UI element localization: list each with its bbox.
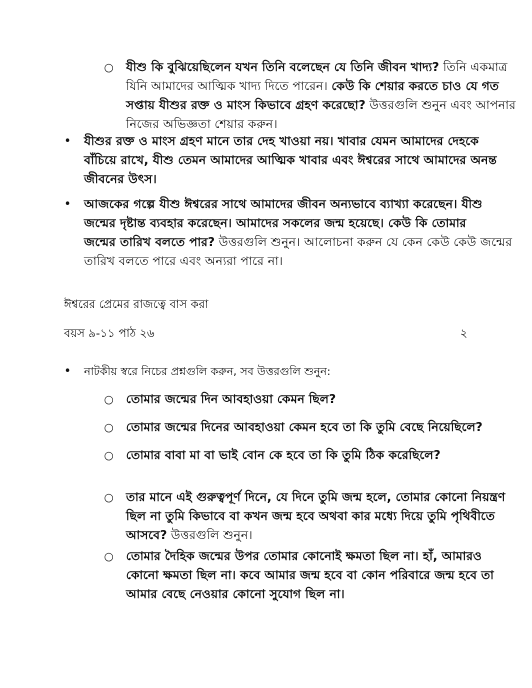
sub-bullet-circle: ○: [104, 421, 114, 434]
paragraph-physical-birth: [126, 547, 522, 604]
text-normal: উত্তরগুলি শুনুন এবং আপনার: [365, 98, 516, 112]
text-normal: উত্তরগুলি শুনুন।: [167, 528, 253, 542]
question-bold: কেউ কি শেয়ার করতে চাও যে গত: [331, 79, 499, 93]
text-normal: তিনি একমাত্র: [439, 60, 508, 74]
bold-line: আমার বেছে নেওয়ার কোনো সুযোগ ছিল না।: [126, 587, 345, 601]
bold-line: বাঁচিয়ে রাখে, যীশু তেমন আমাদের আত্মিক খাবার এবং ঈশ্বরের সাথে আমাদের অনন্ত: [84, 153, 497, 167]
bullet-flesh-and-blood: [84, 132, 524, 189]
question-bold: তোমার জন্মের দিনের আবহাওয়া কেমন হবে তা কি তুমি বেছে নিয়েছিলে?: [126, 420, 483, 434]
bullet-dot: •: [64, 364, 72, 378]
bold-line: ছিল না তুমি কিভাবে বা কখন জন্ম হবে অথবা কার মধ্যে দিয়ে তুমি পৃথিবীতে: [126, 509, 495, 523]
question-bold: তোমার জন্মের দিন আবহাওয়া কেমন ছিল?: [126, 392, 336, 406]
page-title: ঈশ্বরের প্রেমের রাজত্বে বাস করা: [64, 297, 209, 311]
bold-line: যীশুর রক্ত ও মাংস গ্রহণ মানে তার দেহ খাওয়া নয়। খাবার যেমন আমাদের দেহকে: [84, 134, 479, 148]
sub-item-bread-of-life: [126, 58, 522, 134]
sub-bullet-circle: ○: [104, 491, 114, 504]
bullet-dot: •: [64, 134, 72, 148]
question-item-weather: [126, 390, 522, 409]
text-normal: যিনি আমাদের আত্মিক খাদ্য দিতে পারেন।: [126, 79, 332, 93]
question-item-family: [126, 446, 522, 465]
bold-line: কোনো ক্ষমতা ছিল না। কবে আমার জন্ম হবে বা কোন পরিবারে জন্ম হবে তা: [126, 568, 494, 582]
question-bold: যীশু কি বুঝিয়েছিলেন যখন তিনি বলেছেন যে তিনি জীবন খাদ্য?: [126, 60, 440, 74]
bullet-dot: •: [64, 197, 72, 211]
bullet-birth-story: [84, 195, 524, 271]
bold-line: তোমার দৈহিক জন্মের উপর তোমার কোনোই ক্ষমতা ছিল না। হাঁ, আমারও: [126, 549, 482, 563]
bold-line: তার মানে এই গুরুত্বপূর্ণ দিনে, যে দিনে তুমি জন্ম হলে, তোমার কোনো নিয়ন্ত্রণ: [126, 490, 506, 504]
question-bold: সপ্তায় যীশুর রক্ত ও মাংস কিভাবে গ্রহণ করেছো?: [126, 98, 366, 112]
sub-bullet-circle: ○: [104, 393, 114, 406]
text-normal: উত্তরগুলি শুনুন। আলোচনা করুন যে কেন কেউ কেউ জন্মের: [214, 235, 513, 249]
text-normal: তারিখ বলতে পারে এবং অন্যরা পারে না।: [84, 254, 283, 268]
age-lesson-label: বয়স ৯-১১ পাঠ ২৬: [64, 326, 155, 340]
sub-bullet-circle: ○: [104, 550, 114, 563]
text-normal: নিজের অভিজ্ঞতা শেয়ার করুন।: [126, 117, 278, 131]
paragraph-no-control: [126, 488, 522, 545]
bold-line: জন্মের দৃষ্টান্ত ব্যবহার করেছেন। আমাদের সকলের জন্ম হয়েছে। কেউ কি তোমার: [84, 216, 467, 230]
bold-line: জীবনের উৎস।: [84, 172, 157, 186]
question-bold: আসবে?: [126, 528, 168, 542]
question-bold: তোমার বাবা মা বা ভাই বোন কে হবে তা কি তুমি ঠিক করেছিলে?: [126, 448, 441, 462]
sub-bullet-circle: ○: [104, 61, 114, 74]
bold-line: আজকের গল্পে যীশু ঈশ্বরের সাথে আমাদের জীবন অন্যভাবে ব্যাখ্যা করেছেন। যীশু: [84, 197, 483, 211]
intro-instruction: নাটকীয় স্বরে নিচের প্রশ্নগুলি করুন, সব উত্তরগুলি শুনুন:: [84, 365, 331, 378]
question-bold: জন্মের তারিখ বলতে পার?: [84, 235, 215, 249]
page-number: ২: [460, 326, 468, 340]
sub-bullet-circle: ○: [104, 449, 114, 462]
question-item-choose-weather: [126, 418, 522, 437]
